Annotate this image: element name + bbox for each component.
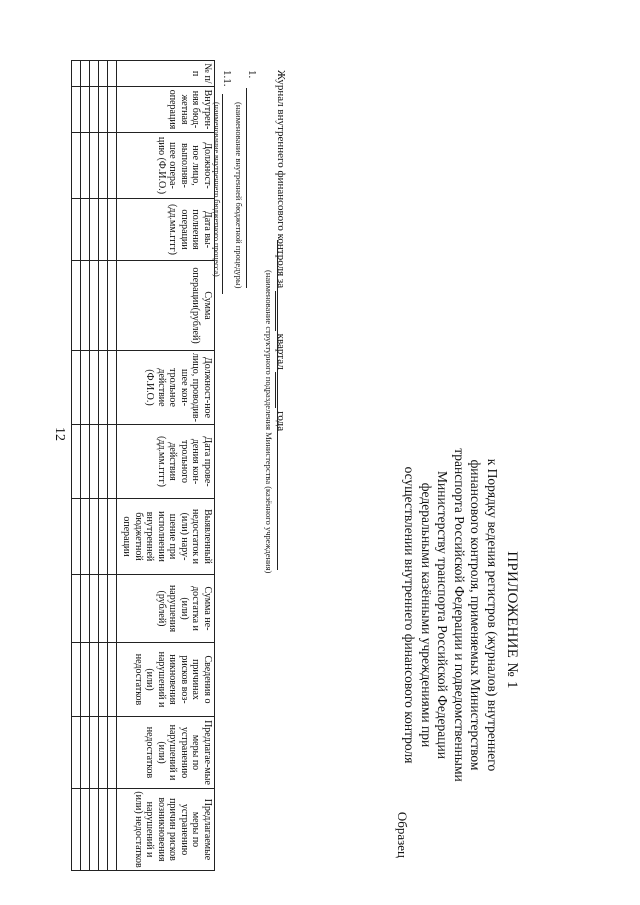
table-row	[108, 61, 117, 871]
annex-subtitle-line: Министерству транспорта Российской Федерации	[435, 471, 451, 759]
annex-subtitle-line: к Порядку ведения регистров (журналов) внутреннего	[485, 458, 500, 772]
table-cell	[99, 87, 108, 133]
table-cell	[99, 133, 108, 199]
sample-label: Образец	[395, 811, 410, 858]
table-cell	[81, 133, 90, 199]
table-cell	[90, 499, 99, 575]
annex-title: ПРИЛОЖЕНИЕ № 1	[504, 551, 520, 689]
process-underline	[222, 94, 223, 294]
table-cell	[81, 61, 90, 87]
table-cell	[99, 789, 108, 871]
table-cell	[81, 717, 90, 789]
journal-prefix: Журнал внутреннего финансового контроля за	[275, 70, 287, 289]
table-cell	[108, 575, 117, 643]
column-header-controller: Должност-ное лицо, проводив-шее кон-трольное действие (Ф.И.О.)	[117, 351, 215, 425]
item-1-1-number: 1.1.	[221, 70, 233, 87]
table-cell	[90, 199, 99, 261]
table-cell	[108, 789, 117, 871]
table-cell	[81, 789, 90, 871]
table-header-row	[117, 61, 215, 871]
table-cell	[72, 425, 81, 499]
table-row	[81, 61, 90, 871]
table-cell	[90, 643, 99, 717]
table-cell	[99, 199, 108, 261]
rotated-sheet	[100, 40, 520, 868]
table-cell	[99, 575, 108, 643]
table-cell	[99, 351, 108, 425]
table-cell	[108, 87, 117, 133]
table-cell	[90, 789, 99, 871]
column-header-remedies: Предлагае-мые меры по устранению нарушений и (или) недостатков	[117, 717, 215, 789]
annex-subtitle	[400, 370, 500, 860]
table-cell	[108, 261, 117, 351]
table-cell	[81, 643, 90, 717]
procedure-caption: (наименование внутренней бюджетной процедуры)	[234, 102, 244, 289]
table-cell	[72, 351, 81, 425]
table-cell	[108, 643, 117, 717]
table-cell	[72, 575, 81, 643]
table-cell	[108, 499, 117, 575]
column-header-number: № п/п	[117, 61, 215, 87]
table-body	[72, 61, 117, 871]
table-cell	[72, 261, 81, 351]
unit-caption: (наименование структурного подразделения Министерства (казённого учреждения)	[264, 270, 274, 574]
column-header-violation: Выявленный недостаток и (или) нару-шение при исполнении внутренней бюджетной операции	[117, 499, 215, 575]
annex-subtitle-line: осуществлении внутреннего финансового контроля	[402, 466, 418, 764]
table-cell	[90, 61, 99, 87]
table-cell	[81, 261, 90, 351]
item-1-number: 1.	[246, 70, 258, 79]
process-caption: (наименование внутреннего бюджетного процесса)	[212, 102, 221, 277]
table-cell	[72, 133, 81, 199]
table-cell	[108, 61, 117, 87]
table-cell	[90, 575, 99, 643]
year-word: года	[275, 411, 287, 432]
table-cell	[99, 61, 108, 87]
table-cell	[81, 575, 90, 643]
table-cell	[108, 133, 117, 199]
table-cell	[99, 717, 108, 789]
table-cell	[99, 261, 108, 351]
table-row	[99, 61, 108, 871]
page-number: 12	[52, 427, 67, 441]
table-cell	[90, 351, 99, 425]
column-header-execution-date: Дата вы-полнения операции (дд.мм.гггг)	[117, 199, 215, 261]
table-cell	[90, 261, 99, 351]
table-cell	[81, 499, 90, 575]
table-cell	[81, 199, 90, 261]
quarter-word: квартал	[275, 333, 287, 370]
column-header-executor: Должност-ное лицо, выполняв-шее опера-цию (Ф.И.О.)	[117, 133, 215, 199]
table-cell	[72, 61, 81, 87]
annex-subtitle-line: транспорта Российской Федерации и подведомственными	[451, 448, 467, 782]
unit-underline	[277, 240, 278, 570]
annex-subtitle-line: финансового контроля, применяемых Министерством	[468, 459, 484, 771]
table-cell	[99, 499, 108, 575]
table-cell	[99, 425, 108, 499]
procedure-underline	[246, 88, 247, 288]
table-cell	[72, 199, 81, 261]
table-cell	[108, 717, 117, 789]
column-header-risk-causes: Сведения о причинах рисков воз-никновения нарушений и (или) недостатков	[117, 643, 215, 717]
table-cell	[81, 87, 90, 133]
journal-table	[71, 60, 215, 871]
table-cell	[90, 87, 99, 133]
table-cell	[72, 87, 81, 133]
annex-subtitle-line: федеральными казёнными учреждениями при	[418, 482, 434, 748]
table-row	[90, 61, 99, 871]
table-row	[72, 61, 81, 871]
table-cell	[90, 133, 99, 199]
table-cell	[81, 351, 90, 425]
table-cell	[72, 643, 81, 717]
column-header-control-date: Дата прове-дения кон-трольного действия (дд.мм.гггг)	[117, 425, 215, 499]
table-cell	[72, 789, 81, 871]
table-cell	[108, 199, 117, 261]
column-header-amount: Сумма операции(рублей)	[117, 261, 215, 351]
table-cell	[90, 717, 99, 789]
table-cell	[90, 425, 99, 499]
column-header-violation-amount: Сумма не-достатка и (или) нарушения (рублей)	[117, 575, 215, 643]
column-header-operation: Внутрен-няя бюд-жетная операция	[117, 87, 215, 133]
column-header-cause-remedies: Предлагаемые меры по устранению причин рисков возникновения нарушений и (или) недостатков	[117, 789, 215, 871]
table-cell	[108, 425, 117, 499]
table-cell	[72, 499, 81, 575]
table-cell	[72, 717, 81, 789]
table-cell	[99, 643, 108, 717]
table-cell	[81, 425, 90, 499]
table-cell	[108, 351, 117, 425]
